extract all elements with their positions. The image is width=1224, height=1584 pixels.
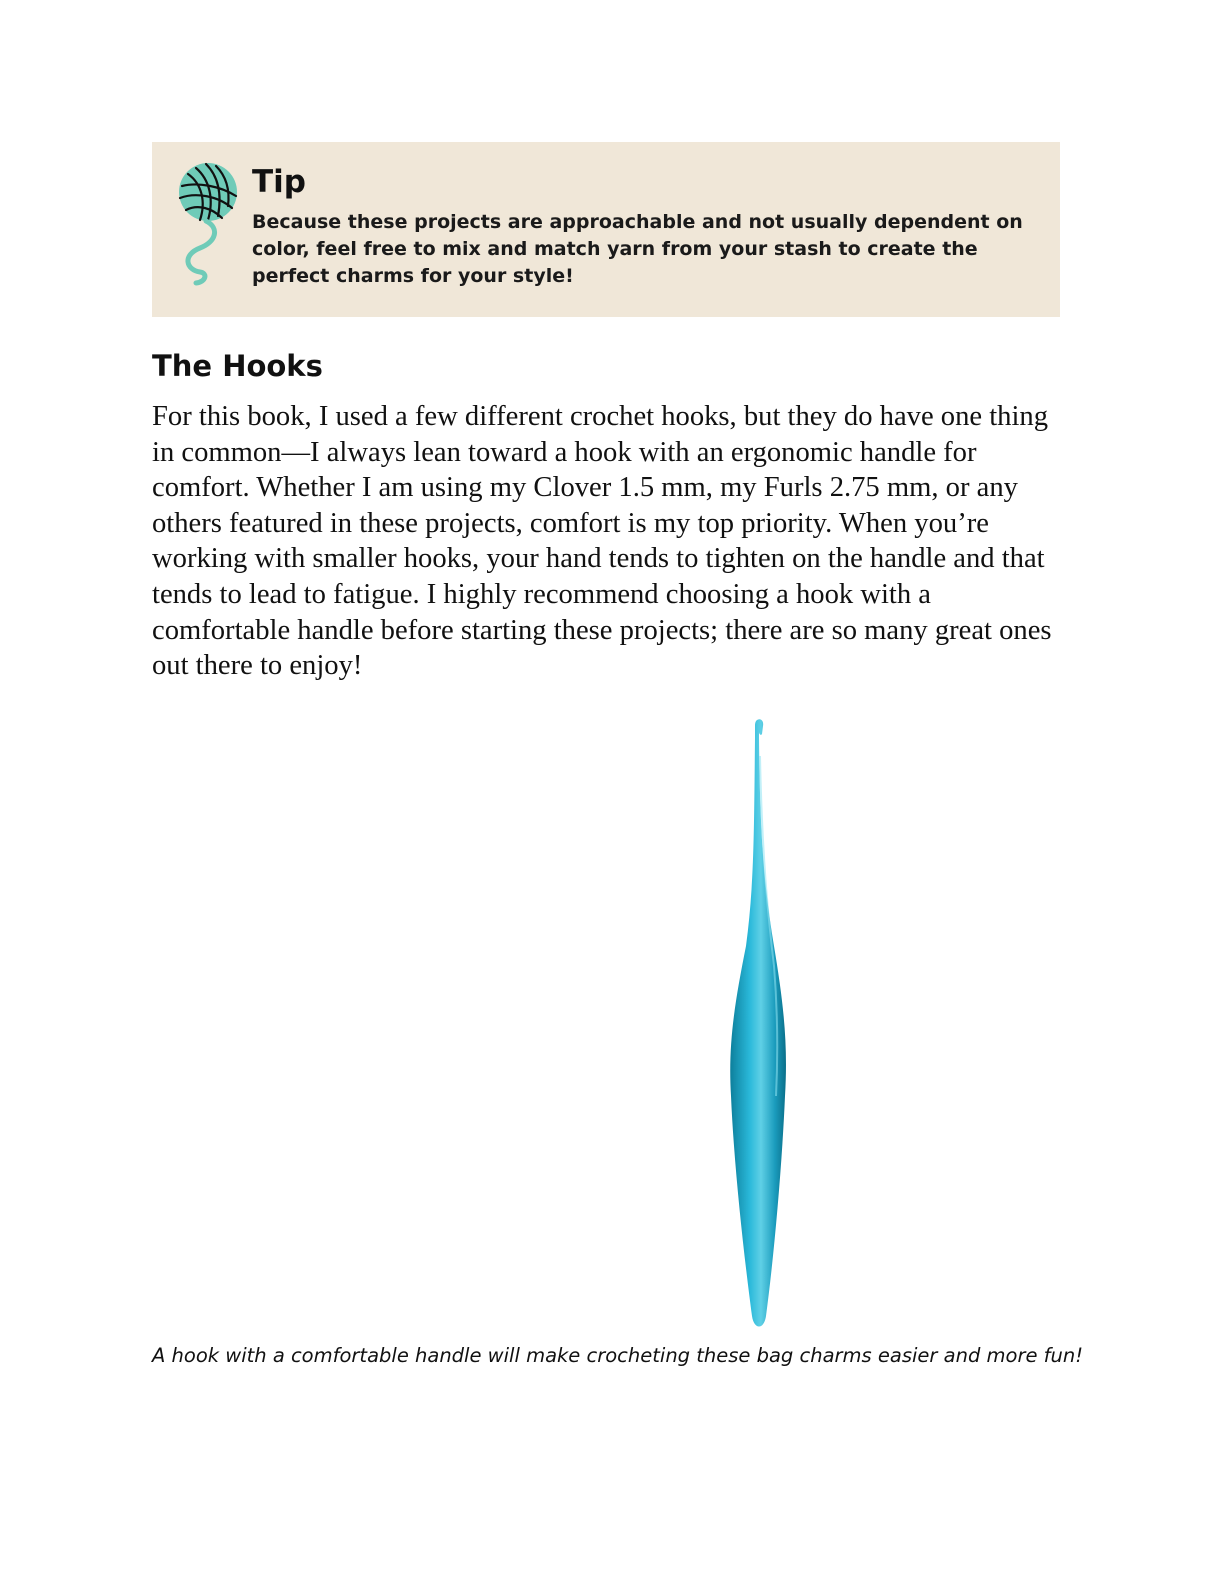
figure-caption: A hook with a comfortable handle will make crocheting these bag charms easier and more fun! (152, 1344, 1084, 1367)
crochet-hook-image (712, 716, 806, 1334)
tip-title: Tip (252, 164, 306, 200)
section-heading: The Hooks (152, 349, 323, 383)
body-paragraph: For this book, I used a few different crochet hooks, but they do have one thing in common—I always lean toward a hook with an ergonomic handle for comfort. Whether I am using my Clover 1.5 mm, my Furls 2.75 mm, or any others featured in these projects, comfort is my top priority. When you’re working with smaller hooks, your hand tends to tighten on the handle and that tends to lead to fatigue. I highly recommend choosing a hook with a comfortable handle before starting these projects; there are so many great ones out there to enjoy! (152, 401, 1052, 682)
yarn-ball-icon (176, 162, 240, 286)
tip-callout (152, 142, 1060, 317)
tip-text: Because these projects are approachable and not usually dependent on color, feel free to mix and match yarn from your stash to create the perfect charms for your style! (252, 211, 1023, 287)
